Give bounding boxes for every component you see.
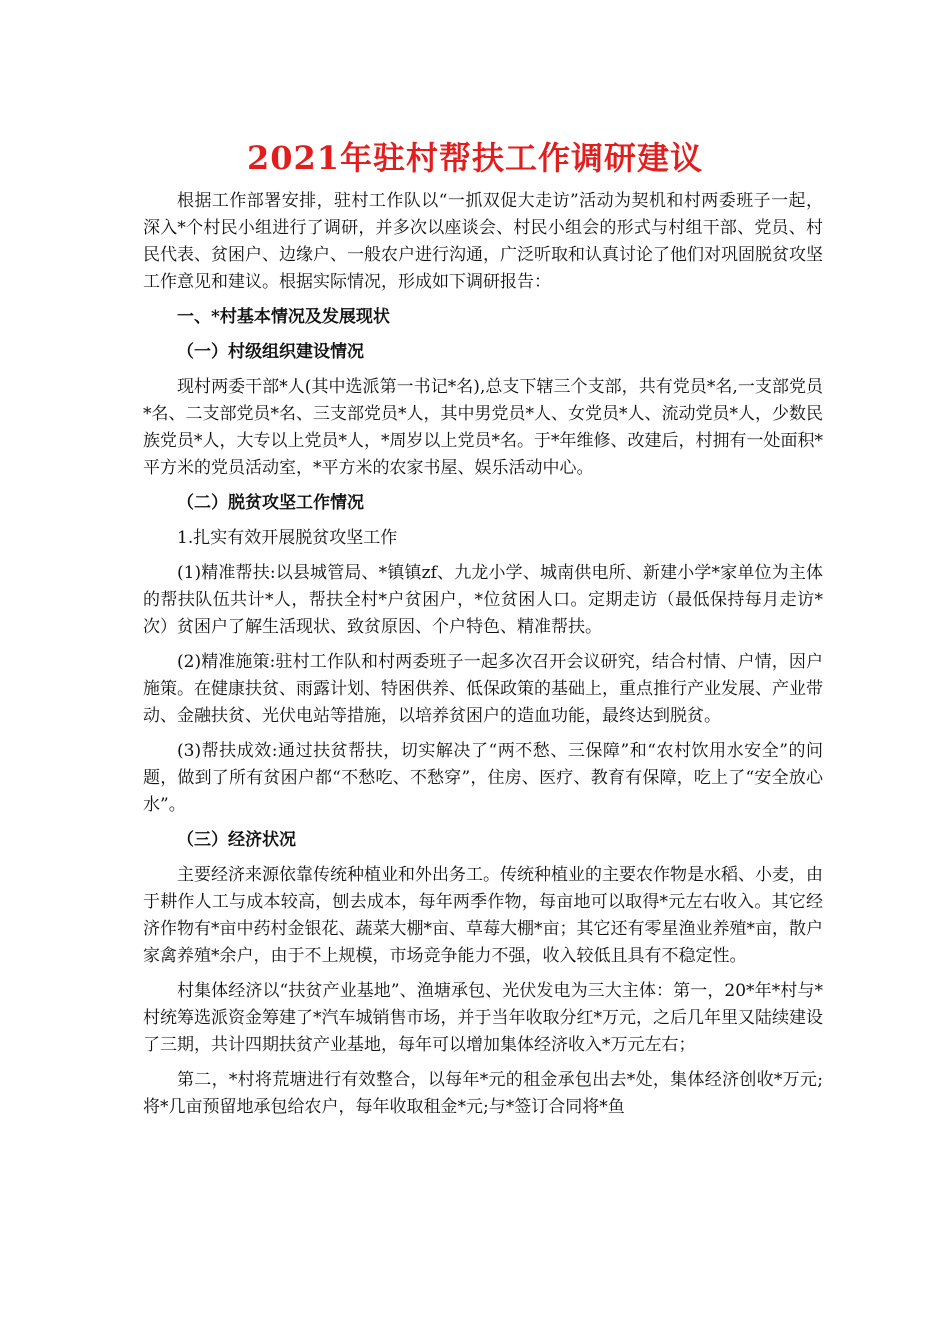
subsection-heading-economy: （三）经济状况 — [177, 830, 296, 850]
intro-paragraph: 根据工作部署安排，驻村工作队以“一抓双促大走访”活动为契机和村两委班子一起，深入*个村民小组进行了调研，并多次以座谈会、村民小组会的形式与村组干部、党员、村民代表、贫困户、边缘户、一般农户进行沟通，广泛听取和认真讨论了他们对巩固脱贫攻坚工作意见和建议。根据实际情况，形成如下调研报告： — [143, 191, 823, 292]
economy-paragraph-2: 村集体经济以“扶贫产业基地”、渔塘承包、光伏发电为三大主体：第一，20*年*村与*村统筹选派资金筹建了*汽车城销售市场，并于当年收取分红*万元，之后几年里又陆续建设了三期，共计四期扶贫产业基地，每年可以增加集体经济收入*万元左右； — [143, 981, 823, 1055]
section-heading: 一、*村基本情况及发展现状 — [177, 307, 390, 327]
economy-paragraph-3: 第二，*村将荒塘进行有效整合，以每年*元的租金承包出去*处，集体经济创收*万元;将*几亩预留地承包给农户，每年收取租金*元;与*签订合同将*鱼 — [143, 1070, 823, 1117]
precise-assistance-paragraph: (1)精准帮扶:以县城管局、*镇镇zf、九龙小学、城南供电所、新建小学*家单位为主体的帮扶队伍共计*人，帮扶全村*户贫困户，*位贫困人口。定期走访（最低保持每月走访*次）贫困户了解生活现状、致贫原因、个户特色、精准帮扶。 — [143, 563, 823, 637]
economy-paragraph-1: 主要经济来源依靠传统种植业和外出务工。传统种植业的主要农作物是水稻、小麦，由于耕作人工与成本较高，刨去成本，每年两季作物，每亩地可以取得*元左右收入。其它经济作物有*亩中药村金银花、蔬菜大棚*亩、草莓大棚*亩；其它还有零星渔业养殖*亩，散户家禽养殖*余户，由于不上规模，市场竞争能力不强，收入较低且具有不稳定性。 — [143, 865, 823, 966]
assistance-results-paragraph: (3)帮扶成效:通过扶贫帮扶，切实解决了“两不愁、三保障”和“农村饮用水安全”的问题，做到了所有贫困户都“不愁吃、不愁穿”，住房、医疗、教育有保障，吃上了“安全放心水”。 — [143, 741, 823, 815]
subsection-heading-poverty: （二）脱贫攻坚工作情况 — [177, 493, 364, 513]
document-body — [143, 188, 823, 1129]
precise-policy-paragraph: (2)精准施策:驻村工作队和村两委班子一起多次召开会议研究，结合村情、户情，因户施策。在健康扶贫、雨露计划、特困供养、低保政策的基础上，重点推行产业发展、产业带动、金融扶贫、光伏电站等措施，以培养贫困户的造血功能，最终达到脱贫。 — [143, 652, 823, 726]
organization-paragraph: 现村两委干部*人(其中选派第一书记*名),总支下辖三个支部，共有党员*名,一支部党员*名、二支部党员*名、三支部党员*人，其中男党员*人、女党员*人、流动党员*人，少数民族党员*人，大专以上党员*人，*周岁以上党员*名。于*年维修、改建后，村拥有一处面积*平方米的党员活动室，*平方米的农家书屋、娱乐活动中心。 — [143, 377, 823, 478]
document-title: 2021年驻村帮扶工作调研建议 — [246, 139, 704, 177]
poverty-item-heading: 1.扎实有效开展脱贫攻坚工作 — [177, 528, 398, 548]
subsection-heading-organization: （一）村级组织建设情况 — [177, 342, 364, 362]
